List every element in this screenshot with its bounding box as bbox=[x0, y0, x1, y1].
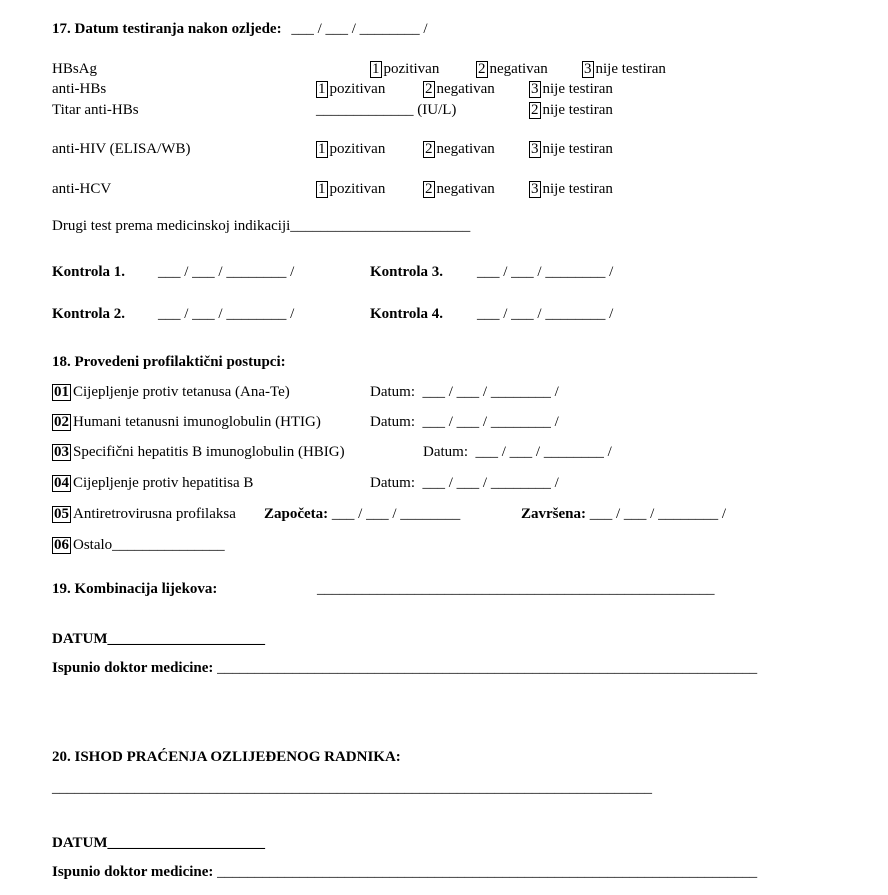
option-label: negativan bbox=[489, 61, 548, 77]
date-label: Datum: bbox=[370, 414, 415, 430]
date-label: Datum: bbox=[370, 384, 415, 400]
section-19-title: 19. Kombinacija lijekova: bbox=[52, 581, 218, 597]
item-number-box: 03 bbox=[54, 444, 69, 460]
option-number-box: 1 bbox=[318, 141, 326, 157]
prophylaxis-item-06[interactable] bbox=[52, 536, 225, 554]
option-number-box: 2 bbox=[531, 102, 539, 118]
item-01-date[interactable] bbox=[370, 383, 559, 401]
date-signature-field-2[interactable]: DATUM_____________________ bbox=[52, 835, 266, 851]
control-1-label: Kontrola 1. bbox=[52, 264, 126, 280]
section-18-title: 18. Provedeni profilaktični postupci: bbox=[52, 354, 286, 370]
option-number-box: 2 bbox=[425, 181, 433, 197]
date-label: Datum: bbox=[423, 444, 468, 460]
titar-field[interactable]: _____________ (IU/L) bbox=[316, 102, 457, 118]
option-number-box: 3 bbox=[584, 61, 592, 77]
outcome-field[interactable]: ________________________________________________________________________________ bbox=[52, 780, 652, 796]
end-date-field[interactable]: ___ / ___ / ________ / bbox=[589, 506, 727, 522]
option-label: nije testiran bbox=[542, 102, 613, 118]
option-label: negativan bbox=[436, 81, 495, 97]
option-label: pozitivan bbox=[329, 141, 386, 157]
start-label: Započeta: bbox=[264, 506, 329, 522]
antihcv-option-negative[interactable] bbox=[423, 180, 495, 198]
item-02-date[interactable] bbox=[370, 413, 559, 431]
date-field[interactable]: ___ / ___ / ________ / bbox=[422, 384, 559, 400]
option-label: nije testiran bbox=[542, 181, 613, 197]
item-number-box: 04 bbox=[54, 475, 69, 491]
control-4-label: Kontrola 4. bbox=[370, 306, 444, 322]
hbsag-option-not-tested[interactable] bbox=[582, 60, 666, 78]
test-date-field[interactable]: ___ / ___ / ________ / bbox=[291, 21, 428, 37]
section-17-title: 17. Datum testiranja nakon ozljede: bbox=[52, 21, 282, 37]
option-number-box: 3 bbox=[531, 141, 539, 157]
other-test-field[interactable]: Drugi test prema medicinskoj indikaciji________________________ bbox=[52, 218, 471, 234]
antihbs-label: anti-HBs bbox=[52, 81, 107, 97]
option-label: pozitivan bbox=[383, 61, 440, 77]
option-label: nije testiran bbox=[542, 141, 613, 157]
item-03-date[interactable] bbox=[423, 443, 612, 461]
prophylaxis-item-01[interactable] bbox=[52, 383, 290, 401]
antihcv-option-not-tested[interactable] bbox=[529, 180, 613, 198]
antihiv-option-positive[interactable] bbox=[316, 140, 385, 158]
antihiv-label: anti-HIV (ELISA/WB) bbox=[52, 141, 191, 157]
titar-label: Titar anti-HBs bbox=[52, 102, 139, 118]
option-label: pozitivan bbox=[329, 81, 386, 97]
option-number-box: 2 bbox=[478, 61, 486, 77]
antihcv-label: anti-HCV bbox=[52, 181, 112, 197]
doctor-signature-row[interactable] bbox=[52, 659, 757, 677]
item-label[interactable]: Ostalo_______________ bbox=[73, 537, 225, 553]
date-label: Datum: bbox=[370, 475, 415, 491]
item-04-date[interactable] bbox=[370, 474, 559, 492]
item-label: Cijepljenje protiv hepatitisa B bbox=[73, 475, 254, 491]
hbsag-option-negative[interactable] bbox=[476, 60, 548, 78]
item-05-start[interactable] bbox=[264, 505, 460, 523]
hbsag-label: HBsAg bbox=[52, 61, 98, 77]
option-number-box: 1 bbox=[318, 181, 326, 197]
doctor-line[interactable]: ________________________________________________________________________ bbox=[217, 864, 758, 880]
item-number-box: 05 bbox=[54, 506, 69, 522]
antihbs-option-negative[interactable] bbox=[423, 80, 495, 98]
prophylaxis-item-04[interactable] bbox=[52, 474, 253, 492]
option-number-box: 1 bbox=[372, 61, 380, 77]
antihiv-option-not-tested[interactable] bbox=[529, 140, 613, 158]
control-3-label: Kontrola 3. bbox=[370, 264, 444, 280]
option-number-box: 3 bbox=[531, 181, 539, 197]
antihcv-option-positive[interactable] bbox=[316, 180, 385, 198]
item-label: Antiretrovirusna profilaksa bbox=[73, 506, 236, 522]
start-date-field[interactable]: ___ / ___ / ________ bbox=[331, 506, 461, 522]
option-label: nije testiran bbox=[542, 81, 613, 97]
item-number-box: 01 bbox=[54, 384, 69, 400]
prophylaxis-item-05[interactable] bbox=[52, 505, 236, 523]
item-number-box: 06 bbox=[54, 537, 69, 553]
end-label: Završena: bbox=[521, 506, 586, 522]
item-label: Specifični hepatitis B imunoglobulin (HBIG) bbox=[73, 444, 345, 460]
option-label: pozitivan bbox=[329, 181, 386, 197]
control-2-label: Kontrola 2. bbox=[52, 306, 126, 322]
antihiv-option-negative[interactable] bbox=[423, 140, 495, 158]
section-17-heading bbox=[52, 20, 428, 38]
drug-combination-field[interactable]: _____________________________________________________ bbox=[317, 581, 715, 597]
doctor-label: Ispunio doktor medicine: bbox=[52, 864, 214, 880]
control-2-date[interactable]: ___ / ___ / ________ / bbox=[158, 306, 295, 322]
control-4-date[interactable]: ___ / ___ / ________ / bbox=[477, 306, 614, 322]
control-1-date[interactable]: ___ / ___ / ________ / bbox=[158, 264, 295, 280]
antihbs-option-not-tested[interactable] bbox=[529, 80, 613, 98]
option-number-box: 2 bbox=[425, 141, 433, 157]
option-number-box: 2 bbox=[425, 81, 433, 97]
control-3-date[interactable]: ___ / ___ / ________ / bbox=[477, 264, 614, 280]
option-number-box: 3 bbox=[531, 81, 539, 97]
doctor-signature-row-2[interactable] bbox=[52, 863, 757, 881]
date-field[interactable]: ___ / ___ / ________ / bbox=[422, 414, 559, 430]
option-label: nije testiran bbox=[595, 61, 666, 77]
option-label: negativan bbox=[436, 141, 495, 157]
section-20-title: 20. ISHOD PRAĆENJA OZLIJEĐENOG RADNIKA: bbox=[52, 749, 401, 765]
prophylaxis-item-02[interactable] bbox=[52, 413, 321, 431]
titar-option-not-tested[interactable] bbox=[529, 101, 613, 119]
option-label: negativan bbox=[436, 181, 495, 197]
doctor-line[interactable]: ________________________________________________________________________ bbox=[217, 660, 758, 676]
date-field[interactable]: ___ / ___ / ________ / bbox=[475, 444, 612, 460]
doctor-label: Ispunio doktor medicine: bbox=[52, 660, 214, 676]
item-05-end[interactable] bbox=[521, 505, 726, 523]
hbsag-option-positive[interactable] bbox=[370, 60, 439, 78]
item-number-box: 02 bbox=[54, 414, 69, 430]
prophylaxis-item-03[interactable] bbox=[52, 443, 345, 461]
date-field[interactable]: ___ / ___ / ________ / bbox=[422, 475, 559, 491]
option-number-box: 1 bbox=[318, 81, 326, 97]
item-label: Cijepljenje protiv tetanusa (Ana-Te) bbox=[73, 384, 290, 400]
antihbs-option-positive[interactable] bbox=[316, 80, 385, 98]
date-signature-field[interactable]: DATUM_____________________ bbox=[52, 631, 266, 647]
item-label: Humani tetanusni imunoglobulin (HTIG) bbox=[73, 414, 321, 430]
